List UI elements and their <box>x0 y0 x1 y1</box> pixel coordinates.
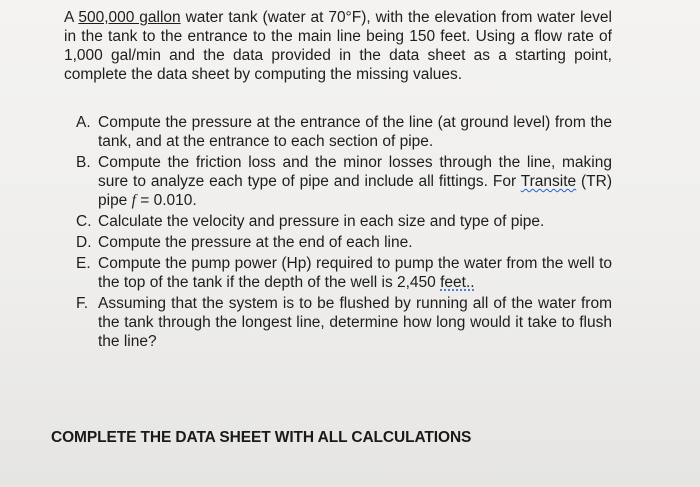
task-text: Compute the friction loss and the minor losses through the line, making sure to analyze each type of pipe and include all fittings. For <box>98 154 612 190</box>
task-item-c <box>76 212 612 231</box>
task-item-e <box>76 254 612 292</box>
intro-lead: A <box>64 9 79 26</box>
task-text: Calculate the velocity and pressure in each size and type of pipe. <box>98 213 545 230</box>
task-marker: F. <box>76 295 89 312</box>
instruction-footer: COMPLETE THE DATA SHEET WITH ALL CALCULATIONS <box>51 429 472 446</box>
task-marker: B. <box>76 154 91 171</box>
task-item-d <box>76 233 612 252</box>
tank-volume: 500,000 gallon <box>78 9 181 26</box>
problem-statement <box>64 8 612 84</box>
friction-factor-symbol: f <box>131 192 136 209</box>
intro-body: water tank (water at 70°F), with the elevation from water level in the tank to the entrance to the main line being 150 feet. Using a flow rate of 1,000 gal/min and the data provided in the data sheet as a starting point, complete the data sheet by computing the missing values. <box>64 9 612 83</box>
task-text: Assuming that the system is to be flushed by running all of the water from the tank through the longest line, determine how long would it take to flush the line? <box>98 295 612 350</box>
task-list <box>76 113 612 353</box>
task-item-b <box>76 153 612 210</box>
feet-word: feet.. <box>440 274 475 291</box>
task-text: Compute the pressure at the entrance of the line (at ground level) from the tank, and at the entrance to each section of pipe. <box>98 114 612 150</box>
transite-word: Transite <box>520 173 577 190</box>
task-text-continued: (TR) pipe <box>98 173 613 209</box>
task-text: Compute the pressure at the end of each line. <box>98 234 413 251</box>
task-marker: C. <box>76 213 92 230</box>
task-text: Compute the pump power (Hp) required to pump the water from the well to the top of the tank if the depth of the well is 2,450 <box>98 255 612 291</box>
task-marker: D. <box>76 234 92 251</box>
task-marker: E. <box>76 255 91 272</box>
task-item-a <box>76 113 612 151</box>
task-marker: A. <box>76 114 91 131</box>
friction-factor-value: = 0.010. <box>135 192 197 209</box>
task-item-f <box>76 294 612 351</box>
